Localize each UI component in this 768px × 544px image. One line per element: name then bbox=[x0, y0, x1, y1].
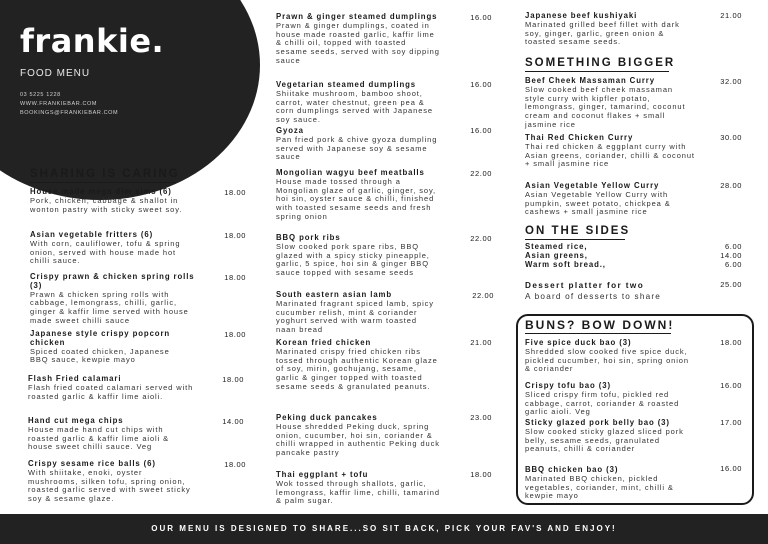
item-price: 18.00 bbox=[222, 375, 244, 384]
side-price: 6.00 bbox=[725, 259, 742, 269]
menu-item bbox=[276, 339, 440, 391]
menu-item bbox=[276, 234, 440, 278]
menu-item bbox=[276, 291, 440, 335]
item-name: South eastern asian lamb bbox=[276, 290, 393, 299]
section-heading-sides: ON THE SIDES bbox=[525, 225, 625, 240]
item-description: Asian Vegetable Yellow Curry with pumpkin, sweet potato, chickpea & cashews + small jasmine rice bbox=[525, 189, 671, 217]
menu-item bbox=[276, 471, 440, 506]
item-price: 21.00 bbox=[720, 11, 742, 20]
item-name: Crispy tofu bao (3) bbox=[525, 381, 611, 390]
item-description: Prawn & chicken spring rolls with cabbage, lemongrass, chilli, garlic, ginger & kaffir lime served with house made sweet chilli sauce bbox=[30, 289, 189, 325]
side-price: 14.00 bbox=[720, 250, 742, 260]
menu-item bbox=[28, 460, 194, 504]
side-name: Steamed rice, bbox=[525, 242, 588, 251]
brand-logo: frankie. bbox=[20, 22, 165, 60]
menu-item bbox=[525, 282, 695, 302]
item-description: With corn, cauliflower, tofu & spring onion, served with house made hot chilli sauce. bbox=[30, 238, 181, 266]
menu-item bbox=[525, 339, 690, 374]
item-price: 22.00 bbox=[472, 291, 494, 300]
item-description: Slow cooked pork spare ribs, BBQ glazed with a spicy sticky pineapple, garlic, 5 spice, hoi sin & ginger BBQ sauce topped with sesame seeds bbox=[276, 241, 430, 277]
item-description: Flash fried coated calamari served with roasted garlic & kaffir lime aioli. bbox=[28, 382, 194, 401]
item-description: Spiced coated chicken, Japanese BBQ sauce, kewpie mayo bbox=[30, 346, 170, 365]
side-price: 6.00 bbox=[725, 242, 742, 251]
item-name: Vegetarian steamed dumplings bbox=[276, 80, 417, 89]
item-name: Sticky glazed pork belly bao (3) bbox=[525, 418, 670, 427]
menu-item bbox=[276, 127, 440, 162]
item-description: House made hand cut chips with roasted garlic & kaffir lime aioli & house sweet chilli sauce. Veg bbox=[28, 424, 170, 452]
sides-prices bbox=[702, 243, 742, 269]
item-description: Shiitake mushroom, bamboo shoot, carrot, water chestnut, green pea & corn dumplings served with Japanese soy sauce. bbox=[276, 88, 433, 124]
item-description: Marinated grilled beef fillet with dark soy, ginger, garlic, green onion & toasted sesame seeds. bbox=[525, 19, 680, 47]
item-name: Flash Fried calamari bbox=[28, 374, 122, 383]
item-description: A board of desserts to share bbox=[525, 291, 662, 301]
section-heading-buns: BUNS? BOW DOWN! bbox=[525, 318, 675, 332]
item-price: 18.00 bbox=[224, 188, 246, 197]
item-description: House made tossed through a Mongolian glaze of garlic, ginger, soy, hoi sin, oyster sauce & chilli, finished with toasted sesame seeds and fresh spring onion bbox=[276, 176, 437, 221]
item-name: Peking duck pancakes bbox=[276, 413, 378, 422]
item-description: Marinated crispy fried chicken ribs tossed through authentic Korean glaze of soy, mirin, gochujang, sesame, garlic & ginger topped with toasted sesame seeds & granulated peanuts. bbox=[276, 346, 438, 391]
menu-item bbox=[30, 330, 190, 365]
footer-banner: OUR MENU IS DESIGNED TO SHARE...SO SIT BACK, PICK YOUR FAV'S AND ENJOY! bbox=[0, 514, 768, 544]
item-description: Slow cooked beef cheek massaman style curry with kipfler potato, lemongrass, ginger, tamarind, coconut cream and coconut flakes + small jasmine rice bbox=[525, 84, 686, 129]
item-name: Dessert platter for two bbox=[525, 281, 645, 290]
menu-item bbox=[276, 414, 440, 458]
item-name: Five spice duck bao (3) bbox=[525, 338, 632, 347]
item-price: 14.00 bbox=[222, 417, 244, 426]
item-price: 18.00 bbox=[224, 460, 246, 469]
item-price: 18.00 bbox=[224, 273, 246, 282]
item-name: Japanese style crispy popcorn chicken bbox=[30, 329, 171, 347]
item-description: Sliced crispy firm tofu, pickled red cabbage, carrot, coriander & roasted garlic aioli. Veg bbox=[525, 389, 680, 417]
item-name: Japanese beef kushiyaki bbox=[525, 11, 638, 20]
phone-number: 03 5225 1228 bbox=[20, 92, 61, 98]
side-name: Warm soft bread., bbox=[525, 259, 606, 269]
item-name: Gyoza bbox=[276, 126, 304, 135]
menu-item bbox=[525, 12, 695, 47]
item-price: 16.00 bbox=[470, 13, 492, 22]
item-description: Marinated fragrant spiced lamb, spicy cucumber relish, mint & coriander yoghurt served with warm toasted naan bread bbox=[276, 298, 434, 334]
menu-item bbox=[525, 182, 695, 217]
menu-item bbox=[525, 77, 695, 129]
item-description: With shiitake, enoki, oyster mushrooms, silken tofu, spring onion, roasted garlic served with sweet sticky soy & sesame glaze. bbox=[28, 467, 191, 503]
item-price: 32.00 bbox=[720, 77, 742, 86]
item-name: Korean fried chicken bbox=[276, 338, 372, 347]
menu-item bbox=[276, 81, 440, 125]
item-name: Hand cut mega chips bbox=[28, 416, 124, 425]
menu-item bbox=[276, 169, 440, 221]
item-description: Wok tossed through shallots, garlic, lemongrass, kaffir lime, chilli, tamarind & palm sugar. bbox=[276, 478, 440, 506]
menu-item bbox=[30, 273, 195, 325]
item-price: 18.00 bbox=[224, 231, 246, 240]
menu-item bbox=[28, 417, 194, 452]
item-price: 30.00 bbox=[720, 133, 742, 142]
item-name: Asian Vegetable Yellow Curry bbox=[525, 181, 660, 190]
item-price: 16.00 bbox=[470, 126, 492, 135]
item-price: 22.00 bbox=[470, 234, 492, 243]
section-heading-bigger: SOMETHING BIGGER bbox=[525, 57, 669, 72]
item-price: 18.00 bbox=[470, 470, 492, 479]
item-price: 23.00 bbox=[470, 413, 492, 422]
item-description: Pork, chicken, cabbage & shallot in wonton pastry with sticky sweet soy. bbox=[30, 195, 183, 214]
item-name: Prawn & ginger steamed dumplings bbox=[276, 12, 438, 21]
item-description: House shredded Peking duck, spring onion, cucumber, hoi sin, coriander & chilli wrapped in authentic Peking duck pancake pastry bbox=[276, 421, 440, 457]
item-description: Thai red chicken & eggplant curry with Asian greens, coriander, chilli & coconut + small jasmine rice bbox=[525, 141, 695, 169]
menu-item bbox=[525, 382, 690, 417]
email-link[interactable]: BOOKINGS@FRANKIEBAR.COM bbox=[20, 110, 119, 116]
item-price: 28.00 bbox=[720, 181, 742, 190]
menu-item bbox=[525, 466, 690, 501]
sides-list bbox=[525, 243, 665, 269]
menu-item bbox=[276, 13, 440, 65]
item-price: 22.00 bbox=[470, 169, 492, 178]
item-name: BBQ pork ribs bbox=[276, 233, 341, 242]
section-heading-sharing: SHARING IS CARING bbox=[30, 168, 176, 183]
menu-item bbox=[30, 231, 195, 266]
menu-item bbox=[525, 419, 690, 454]
menu-item bbox=[525, 134, 695, 169]
side-name: Asian greens, bbox=[525, 250, 588, 260]
item-description: Shredded slow cooked five spice duck, pickled cucumber, hoi sin, spring onion & coriander bbox=[525, 346, 689, 374]
item-name: Beef Cheek Massaman Curry bbox=[525, 76, 655, 85]
item-name: BBQ chicken bao (3) bbox=[525, 465, 619, 474]
item-price: 16.00 bbox=[720, 464, 742, 473]
item-price: 18.00 bbox=[224, 330, 246, 339]
item-name: Asian vegetable fritters (6) bbox=[30, 230, 154, 239]
item-price: 17.00 bbox=[720, 418, 742, 427]
menu-item bbox=[30, 188, 195, 214]
website-link[interactable]: WWW.FRANKIEBAR.COM bbox=[20, 101, 98, 107]
item-price: 16.00 bbox=[470, 80, 492, 89]
item-price: 16.00 bbox=[720, 381, 742, 390]
item-description: Pan fried pork & chive gyoza dumpling served with Japanese soy & sesame sauce bbox=[276, 134, 438, 162]
item-price: 25.00 bbox=[720, 280, 742, 289]
item-name: Thai eggplant + tofu bbox=[276, 470, 369, 479]
item-name: Crispy prawn & chicken spring rolls (3) bbox=[30, 272, 195, 290]
menu-subtitle: FOOD MENU bbox=[20, 68, 91, 79]
item-description: Marinated BBQ chicken, pickled vegetables, coriander, mint, chilli & kewpie mayo bbox=[525, 473, 674, 501]
item-description: Prawn & ginger dumplings, coated in house made roasted garlic, kaffir lime & chilli oil, topped with toasted sesame seeds, served with soy dipping sauce bbox=[276, 20, 440, 65]
item-description: Slow cooked sticky glazed sliced pork belly, sesame seeds, granulated peanuts, chilli & coriander bbox=[525, 426, 684, 454]
item-price: 21.00 bbox=[470, 338, 492, 347]
contact-info bbox=[20, 91, 118, 118]
item-name: House made mega dim sims (6) bbox=[30, 187, 172, 196]
item-name: Thai Red Chicken Curry bbox=[525, 133, 634, 142]
menu-item bbox=[28, 375, 194, 401]
item-name: Mongolian wagyu beef meatballs bbox=[276, 168, 425, 177]
item-price: 18.00 bbox=[720, 338, 742, 347]
item-name: Crispy sesame rice balls (6) bbox=[28, 459, 156, 468]
